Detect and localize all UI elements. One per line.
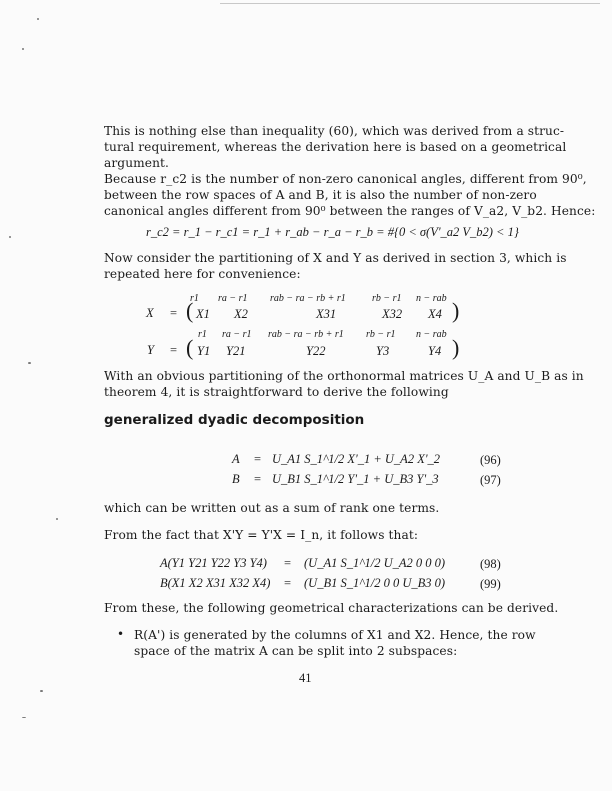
equation-rhs: U_A1 S_1^1/2 X'_1 + U_A2 X'_2 [272, 452, 440, 466]
paragraph-line: From these, the following geometrical characterizations can be derived. [104, 601, 559, 615]
right-paren: ) [452, 298, 460, 323]
paragraph-line: canonical angles different from 90⁰ between the ranges of V_a2, V_b2. Hence: [104, 204, 596, 218]
matrix-block: X31 [316, 307, 337, 321]
paragraph-line: Because r_c2 is the number of non-zero canonical angles, different from 90⁰, [104, 172, 587, 186]
scan-speck [56, 518, 58, 520]
col-label: n − rab [416, 329, 447, 340]
matrix-block: X2 [234, 307, 248, 321]
col-label: rb − r1 [372, 293, 402, 304]
scan-speck [28, 362, 31, 364]
bullet-dot: • [117, 627, 125, 641]
col-label: rb − r1 [366, 329, 396, 340]
matrix-lhs: Y [147, 343, 154, 357]
equation-lhs: B(X1 X2 X31 X32 X4) [160, 576, 271, 590]
matrix-block: X1 [196, 307, 210, 321]
paragraph-line: theorem 4, it is straightforward to derive the following [104, 385, 449, 399]
page-number: 41 [299, 671, 312, 685]
bullet-line: R(A') is generated by the columns of X1 and X2. Hence, the row [134, 628, 536, 642]
paragraph-line: argument. [104, 156, 170, 170]
paragraph-line: This is nothing else than inequality (60), which was derived from a struc- [104, 124, 565, 138]
scan-speck [22, 48, 24, 50]
section-heading: generalized dyadic decomposition [104, 412, 365, 428]
col-label: rab − ra − rb + r1 [268, 329, 344, 340]
equation-lhs: A(Y1 Y21 Y22 Y3 Y4) [160, 556, 267, 570]
left-paren: ( [186, 335, 194, 360]
paragraph-line: tural requirement, whereas the derivation here is based on a geometrical [104, 140, 567, 154]
paragraph-line: repeated here for convenience: [104, 267, 301, 281]
matrix-block: X4 [428, 307, 442, 321]
equation-number: (96) [480, 453, 501, 467]
equals-sign: = [170, 343, 178, 357]
scan-speck [40, 690, 43, 692]
paragraph-line: Now consider the partitioning of X and Y as derived in section 3, which is [104, 251, 567, 265]
equation-number: (97) [480, 473, 501, 487]
matrix-block: Y21 [226, 344, 246, 358]
col-label: ra − r1 [218, 293, 248, 304]
paragraph-line: which can be written out as a sum of rank one terms. [104, 501, 440, 515]
col-label: rab − ra − rb + r1 [270, 293, 346, 304]
paragraph-line: With an obvious partitioning of the orthonormal matrices U_A and U_B as in [104, 369, 584, 383]
equals-sign: = [284, 556, 292, 570]
col-label: n − rab [416, 293, 447, 304]
equals-sign: = [254, 472, 262, 486]
matrix-block: Y1 [197, 344, 211, 358]
rank-equation: r_c2 = r_1 − r_c1 = r_1 + r_ab − r_a − r_b = #{0 < σ(V'_a2 V_b2) < 1} [146, 225, 519, 239]
equals-sign: = [284, 576, 292, 590]
equation-rhs: U_B1 S_1^1/2 Y'_1 + U_B3 Y'_3 [272, 472, 439, 486]
matrix-block: Y4 [428, 344, 442, 358]
paragraph-line: From the fact that X'Y = Y'X = I_n, it follows that: [104, 528, 419, 542]
right-paren: ) [452, 335, 460, 360]
equation-rhs: (U_A1 S_1^1/2 U_A2 0 0 0) [304, 556, 446, 570]
equation-lhs: A [232, 452, 240, 466]
scan-top-edge [220, 3, 600, 4]
matrix-block: Y22 [306, 344, 326, 358]
equals-sign: = [254, 452, 262, 466]
bullet-line: space of the matrix A can be split into 2 subspaces: [134, 644, 458, 658]
matrix-block: X32 [382, 307, 403, 321]
equation-number: (98) [480, 557, 501, 571]
col-label: r1 [198, 329, 207, 340]
equals-sign: = [170, 306, 178, 320]
scan-speck [37, 18, 39, 20]
matrix-block: Y3 [376, 344, 390, 358]
equation-number: (99) [480, 577, 501, 591]
equation-rhs: (U_B1 S_1^1/2 0 0 U_B3 0) [304, 576, 446, 590]
equation-lhs: B [232, 472, 240, 486]
scan-speck [22, 717, 26, 718]
paragraph-line: between the row spaces of A and B, it is also the number of non-zero [104, 188, 537, 202]
left-paren: ( [186, 298, 194, 323]
matrix-lhs: X [146, 306, 154, 320]
col-label: r1 [190, 293, 199, 304]
scan-speck [9, 236, 11, 238]
col-label: ra − r1 [222, 329, 252, 340]
